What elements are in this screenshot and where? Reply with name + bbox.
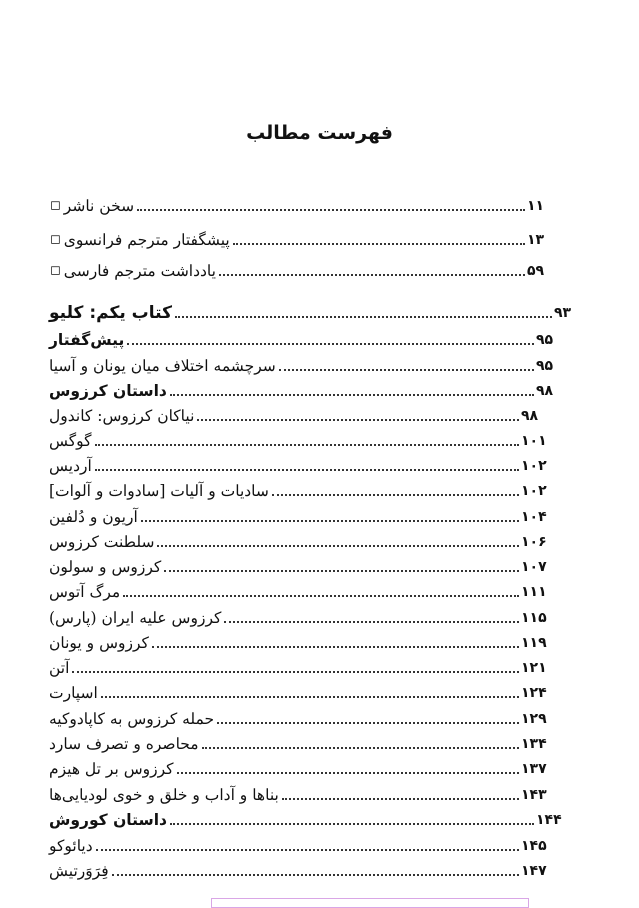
toc-entry-page-number: ۱۴۷ xyxy=(521,863,547,879)
toc-entry xyxy=(46,604,551,628)
toc-entry xyxy=(46,192,557,216)
dot-leader xyxy=(170,394,534,396)
dot-leader xyxy=(141,520,519,522)
toc-entry-title: سخن ناشر xyxy=(63,197,135,215)
dot-leader xyxy=(123,595,519,597)
toc-entry xyxy=(46,528,551,552)
toc-entry-title: سلطنت کرزوس xyxy=(49,533,155,551)
toc-entry-page-number: ۱۰۱ xyxy=(521,433,547,449)
toc-entry-page-number: ۱۳ xyxy=(527,232,545,248)
toc-entry-title: داستان کرزوس xyxy=(49,382,167,400)
toc-entry xyxy=(46,226,557,250)
toc-entry-page-number: ۹۳ xyxy=(554,305,572,321)
dot-leader xyxy=(96,849,519,851)
dot-leader xyxy=(217,722,519,724)
toc-entry-title: کرزوس و سولون xyxy=(49,558,162,576)
checkbox-square-icon: ◻ xyxy=(50,263,61,278)
dot-leader xyxy=(95,469,519,471)
toc-entry-page-number: ۵۹ xyxy=(527,263,545,279)
dot-leader xyxy=(170,823,534,825)
checkbox-square-icon: ◻ xyxy=(50,198,61,213)
toc-entry-page-number: ۱۴۳ xyxy=(521,787,547,803)
toc-entry xyxy=(46,553,551,577)
toc-entry-title: اسپارت xyxy=(49,684,98,702)
dot-leader xyxy=(137,209,525,211)
toc-entry-title: گوگس xyxy=(49,432,92,450)
toc-entry xyxy=(46,257,557,281)
toc-entry-page-number: ۹۵ xyxy=(536,358,554,374)
toc-entry-page-number: ۱۰۷ xyxy=(521,559,547,575)
toc-entry-title: حمله کرزوس به کاپادوکیه xyxy=(49,710,215,728)
toc-entry xyxy=(46,326,566,350)
toc-entry-title: کرزوس بر تل هیزم xyxy=(49,760,174,778)
toc-entry-title: کرزوس علیه ایران (پارس) xyxy=(49,609,222,627)
toc-entry xyxy=(46,629,551,653)
dot-leader xyxy=(127,343,534,345)
toc-entry-title: محاصره و تصرف سارد xyxy=(49,735,199,753)
toc-entry xyxy=(46,452,551,476)
dot-leader xyxy=(219,274,525,276)
toc-entry-title: پیشگفتار مترجم فرانسوی xyxy=(63,231,230,249)
dot-leader xyxy=(175,316,552,318)
toc-entry xyxy=(46,730,551,754)
toc-entry-page-number: ۱۴۵ xyxy=(521,838,547,854)
toc-entry-page-number: ۱۰۶ xyxy=(521,534,547,550)
toc-entry xyxy=(46,503,551,527)
bottom-frame xyxy=(211,898,529,908)
dot-leader xyxy=(282,798,519,800)
toc-entry xyxy=(46,781,551,805)
toc-entry xyxy=(46,477,551,501)
toc-entry-page-number: ۱۱۵ xyxy=(521,610,547,626)
toc-entry-page-number: ۱۱۱ xyxy=(521,584,547,600)
toc-entry-title: نیاکان کرزوس: کاندول xyxy=(49,407,195,425)
dot-leader xyxy=(197,419,519,421)
toc-entry-title: دیائوکو xyxy=(49,837,93,855)
toc-entry-title: آریون و دُلفین xyxy=(49,508,138,526)
toc-entry xyxy=(46,654,551,678)
toc-entry xyxy=(46,679,551,703)
toc-entry-title: فِرَوَرتیش xyxy=(49,862,109,880)
toc-entry xyxy=(46,755,551,779)
toc-entry xyxy=(46,578,551,602)
toc-entry-title: بناها و آداب و خلق و خوی لودیایی‌ها xyxy=(49,786,279,804)
toc-entry-title: سرچشمه اختلاف میان یونان و آسیا xyxy=(49,357,276,375)
toc-entry-title: آردیس xyxy=(49,457,92,475)
toc-entry-page-number: ۱۰۴ xyxy=(521,509,547,525)
toc-entry xyxy=(46,352,566,376)
toc-entry xyxy=(46,402,551,426)
toc-entry-title: داستان کوروش xyxy=(49,811,167,829)
dot-leader xyxy=(272,494,519,496)
toc-entry xyxy=(46,832,551,856)
toc-entry-page-number: ۹۸ xyxy=(536,383,554,399)
toc-entry-page-number: ۱۳۴ xyxy=(521,736,547,752)
toc-entry-page-number: ۱۰۲ xyxy=(521,458,547,474)
dot-leader xyxy=(164,570,519,572)
toc-entry-title: کرزوس و یونان xyxy=(49,634,149,652)
toc-entry xyxy=(46,806,566,830)
toc-entry xyxy=(46,705,551,729)
dot-leader xyxy=(224,621,519,623)
toc-entry-title: مرگ آتوس xyxy=(49,583,121,601)
dot-leader xyxy=(177,772,519,774)
dot-leader xyxy=(152,646,519,648)
toc-entry-title: یادداشت مترجم فارسی xyxy=(63,262,216,280)
toc-entry-page-number: ۱۱ xyxy=(527,198,545,214)
dot-leader xyxy=(101,696,519,698)
toc-entry-page-number: ۱۲۹ xyxy=(521,711,547,727)
toc-entry-title: سادیات و آلیات [سادوات و آلوات] xyxy=(49,482,269,500)
dot-leader xyxy=(279,369,534,371)
dot-leader xyxy=(157,545,519,547)
toc-entry-page-number: ۱۲۴ xyxy=(521,685,547,701)
toc-entry xyxy=(46,427,551,451)
toc-entry-page-number: ۱۰۲ xyxy=(521,483,547,499)
toc-entry-page-number: ۱۱۹ xyxy=(521,635,547,651)
toc-entry-title: آتن xyxy=(49,659,70,677)
page-title: فهرست مطالب xyxy=(246,122,393,144)
toc-entry-title: پیش‌گفتار xyxy=(49,331,125,349)
toc-entry-page-number: ۱۴۴ xyxy=(536,812,562,828)
dot-leader xyxy=(112,874,519,876)
toc-entry xyxy=(46,857,551,881)
dot-leader xyxy=(202,747,519,749)
toc-entry xyxy=(46,299,584,323)
toc-entry-page-number: ۹۸ xyxy=(521,408,539,424)
toc-entry-page-number: ۱۲۱ xyxy=(521,660,547,676)
dot-leader xyxy=(233,243,525,245)
toc-entry-title: کتاب یکم: کلیو xyxy=(49,303,172,323)
toc-entry-page-number: ۱۳۷ xyxy=(521,761,547,777)
dot-leader xyxy=(72,671,519,673)
toc-entry-page-number: ۹۵ xyxy=(536,332,554,348)
dot-leader xyxy=(95,444,519,446)
checkbox-square-icon: ◻ xyxy=(50,232,61,247)
toc-entry xyxy=(46,377,566,401)
